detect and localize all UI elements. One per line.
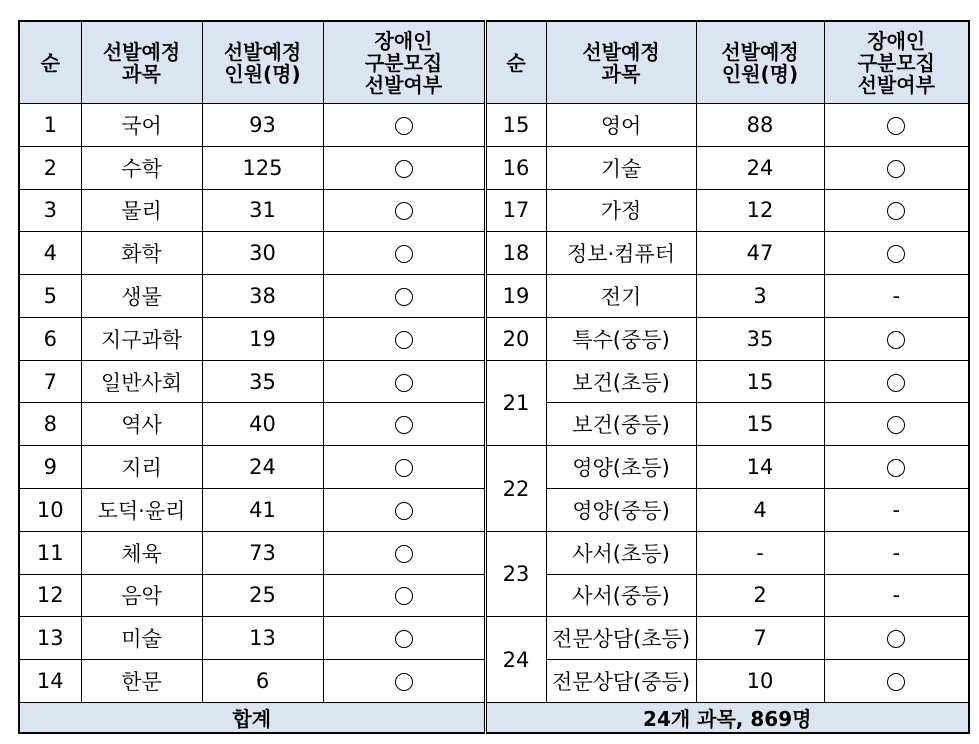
row-no: 12 — [19, 574, 81, 617]
header-count — [202, 21, 323, 104]
row-no-right: 20 — [485, 317, 546, 360]
row-count: 6 — [202, 660, 323, 703]
header-disabled-right — [824, 21, 969, 104]
row-disabled-mark-right — [824, 360, 969, 403]
circle-mark-icon — [395, 117, 413, 135]
circle-mark-icon — [887, 416, 905, 434]
circle-mark-icon — [395, 288, 413, 306]
table-row — [19, 232, 969, 275]
row-count: 41 — [202, 489, 323, 532]
row-no: 1 — [19, 104, 81, 147]
circle-mark-icon — [887, 630, 905, 648]
row-subject: 일반사회 — [81, 360, 202, 403]
row-no-right: 15 — [485, 104, 546, 147]
row-disabled-mark-right — [824, 232, 969, 275]
row-count: 31 — [202, 189, 323, 232]
row-disabled-mark-right: - — [824, 275, 969, 318]
row-subject-right: 기술 — [546, 146, 696, 189]
row-count: 40 — [202, 403, 323, 446]
row-count: 19 — [202, 317, 323, 360]
circle-mark-icon — [395, 160, 413, 178]
row-count: 30 — [202, 232, 323, 275]
row-subject: 물리 — [81, 189, 202, 232]
circle-mark-icon — [887, 245, 905, 263]
circle-mark-icon — [395, 202, 413, 220]
circle-mark-icon — [887, 202, 905, 220]
row-disabled-mark — [323, 446, 485, 489]
row-subject: 한문 — [81, 660, 202, 703]
selection-table — [18, 20, 970, 734]
header-subject — [81, 21, 202, 104]
row-disabled-mark — [323, 360, 485, 403]
row-disabled-mark — [323, 660, 485, 703]
row-disabled-mark-right — [824, 660, 969, 703]
circle-mark-icon — [887, 117, 905, 135]
row-subject-right: 영양(초등) — [546, 446, 696, 489]
header-count-right-line1: 선발예정 — [721, 39, 799, 64]
table-row — [19, 360, 969, 403]
table-row — [19, 617, 969, 660]
row-disabled-mark-right: - — [824, 574, 969, 617]
circle-mark-icon — [395, 245, 413, 263]
row-subject-right: 영양(중등) — [546, 489, 696, 532]
total-row — [19, 703, 969, 734]
circle-mark-icon — [887, 673, 905, 691]
header-row — [19, 21, 969, 104]
row-no-right: 16 — [485, 146, 546, 189]
table-row — [19, 146, 969, 189]
row-count: 38 — [202, 275, 323, 318]
row-subject-right: 사서(중등) — [546, 574, 696, 617]
row-subject-right: 특수(중등) — [546, 317, 696, 360]
header-disabled — [323, 21, 485, 104]
header-disabled-right-line2: 구분모집 — [857, 50, 935, 75]
header-subject-right-line1: 선발예정 — [582, 39, 660, 64]
row-subject-right: 영어 — [546, 104, 696, 147]
row-no: 8 — [19, 403, 81, 446]
row-disabled-mark-right — [824, 317, 969, 360]
total-label: 합계 — [19, 703, 485, 734]
row-count: 73 — [202, 531, 323, 574]
table-row — [19, 275, 969, 318]
row-disabled-mark-right — [824, 104, 969, 147]
circle-mark-icon — [395, 673, 413, 691]
row-count: 24 — [202, 446, 323, 489]
header-subject-right — [546, 21, 696, 104]
header-subject-line1: 선발예정 — [102, 39, 181, 64]
row-no: 3 — [19, 189, 81, 232]
row-count: 25 — [202, 574, 323, 617]
row-count-right: 15 — [696, 403, 824, 446]
row-disabled-mark — [323, 531, 485, 574]
row-subject: 체육 — [81, 531, 202, 574]
row-count-right: 15 — [696, 360, 824, 403]
row-count-right: 2 — [696, 574, 824, 617]
row-count-right: - — [696, 531, 824, 574]
row-subject-right: 가정 — [546, 189, 696, 232]
row-subject-right: 전문상담(중등) — [546, 660, 696, 703]
row-disabled-mark — [323, 489, 485, 532]
row-disabled-mark-right: - — [824, 489, 969, 532]
circle-mark-icon — [395, 587, 413, 605]
row-no: 4 — [19, 232, 81, 275]
row-no-right: 23 — [485, 531, 546, 617]
header-no-right: 순 — [485, 21, 546, 104]
row-no: 7 — [19, 360, 81, 403]
row-disabled-mark — [323, 403, 485, 446]
row-count-right: 4 — [696, 489, 824, 532]
table-row — [19, 446, 969, 489]
row-count-right: 12 — [696, 189, 824, 232]
row-disabled-mark-right — [824, 189, 969, 232]
row-subject-right: 사서(초등) — [546, 531, 696, 574]
row-subject: 지구과학 — [81, 317, 202, 360]
circle-mark-icon — [395, 545, 413, 563]
row-disabled-mark-right — [824, 146, 969, 189]
header-no: 순 — [19, 21, 81, 104]
row-subject: 생물 — [81, 275, 202, 318]
header-disabled-right-line1: 장애인 — [867, 28, 926, 53]
row-disabled-mark — [323, 617, 485, 660]
header-subject-right-line2: 과목 — [601, 61, 641, 86]
row-count-right: 14 — [696, 446, 824, 489]
row-no-right: 17 — [485, 189, 546, 232]
circle-mark-icon — [395, 630, 413, 648]
row-no-right: 21 — [485, 360, 546, 446]
row-count-right: 10 — [696, 660, 824, 703]
row-disabled-mark-right — [824, 446, 969, 489]
row-no: 2 — [19, 146, 81, 189]
row-disabled-mark — [323, 104, 485, 147]
row-subject: 지리 — [81, 446, 202, 489]
row-disabled-mark — [323, 232, 485, 275]
row-no: 13 — [19, 617, 81, 660]
row-no: 5 — [19, 275, 81, 318]
row-no: 6 — [19, 317, 81, 360]
row-subject-right: 보건(초등) — [546, 360, 696, 403]
row-count-right: 24 — [696, 146, 824, 189]
row-no: 10 — [19, 489, 81, 532]
row-disabled-mark — [323, 189, 485, 232]
row-disabled-mark — [323, 317, 485, 360]
row-disabled-mark-right: - — [824, 531, 969, 574]
row-disabled-mark-right — [824, 403, 969, 446]
header-count-line1: 선발예정 — [223, 39, 302, 64]
row-disabled-mark-right — [824, 617, 969, 660]
row-subject-right: 보건(중등) — [546, 403, 696, 446]
total-value: 24개 과목, 869명 — [485, 703, 969, 734]
row-subject-right: 전문상담(초등) — [546, 617, 696, 660]
row-count: 35 — [202, 360, 323, 403]
table-body — [19, 104, 969, 703]
row-no: 9 — [19, 446, 81, 489]
header-count-line2: 인원(명) — [224, 61, 301, 86]
row-count-right: 35 — [696, 317, 824, 360]
row-count-right: 3 — [696, 275, 824, 318]
row-count-right: 47 — [696, 232, 824, 275]
row-subject: 수학 — [81, 146, 202, 189]
row-count-right: 7 — [696, 617, 824, 660]
circle-mark-icon — [395, 374, 413, 392]
header-count-right-line2: 인원(명) — [721, 61, 799, 86]
row-count: 13 — [202, 617, 323, 660]
header-disabled-line2: 구분모집 — [364, 50, 443, 75]
row-count-right: 88 — [696, 104, 824, 147]
row-no: 14 — [19, 660, 81, 703]
header-disabled-line3: 선발여부 — [364, 72, 443, 97]
row-subject: 국어 — [81, 104, 202, 147]
header-disabled-line1: 장애인 — [374, 28, 433, 53]
circle-mark-icon — [887, 459, 905, 477]
row-disabled-mark — [323, 275, 485, 318]
circle-mark-icon — [395, 416, 413, 434]
row-no-right: 18 — [485, 232, 546, 275]
row-count: 125 — [202, 146, 323, 189]
circle-mark-icon — [395, 331, 413, 349]
header-count-right — [696, 21, 824, 104]
header-disabled-right-line3: 선발여부 — [857, 72, 935, 97]
row-subject-right: 전기 — [546, 275, 696, 318]
row-subject: 화학 — [81, 232, 202, 275]
row-disabled-mark — [323, 574, 485, 617]
row-disabled-mark — [323, 146, 485, 189]
row-subject: 역사 — [81, 403, 202, 446]
circle-mark-icon — [887, 331, 905, 349]
header-subject-line2: 과목 — [122, 61, 161, 86]
row-count: 93 — [202, 104, 323, 147]
table-row — [19, 531, 969, 574]
circle-mark-icon — [395, 502, 413, 520]
table-row — [19, 189, 969, 232]
table-row — [19, 317, 969, 360]
row-no-right: 22 — [485, 446, 546, 532]
circle-mark-icon — [395, 459, 413, 477]
row-subject: 음악 — [81, 574, 202, 617]
circle-mark-icon — [887, 374, 905, 392]
row-subject: 도덕·윤리 — [81, 489, 202, 532]
row-no: 11 — [19, 531, 81, 574]
row-no-right: 24 — [485, 617, 546, 703]
row-subject: 미술 — [81, 617, 202, 660]
table-row — [19, 104, 969, 147]
row-subject-right: 정보·컴퓨터 — [546, 232, 696, 275]
row-no-right: 19 — [485, 275, 546, 318]
circle-mark-icon — [887, 160, 905, 178]
